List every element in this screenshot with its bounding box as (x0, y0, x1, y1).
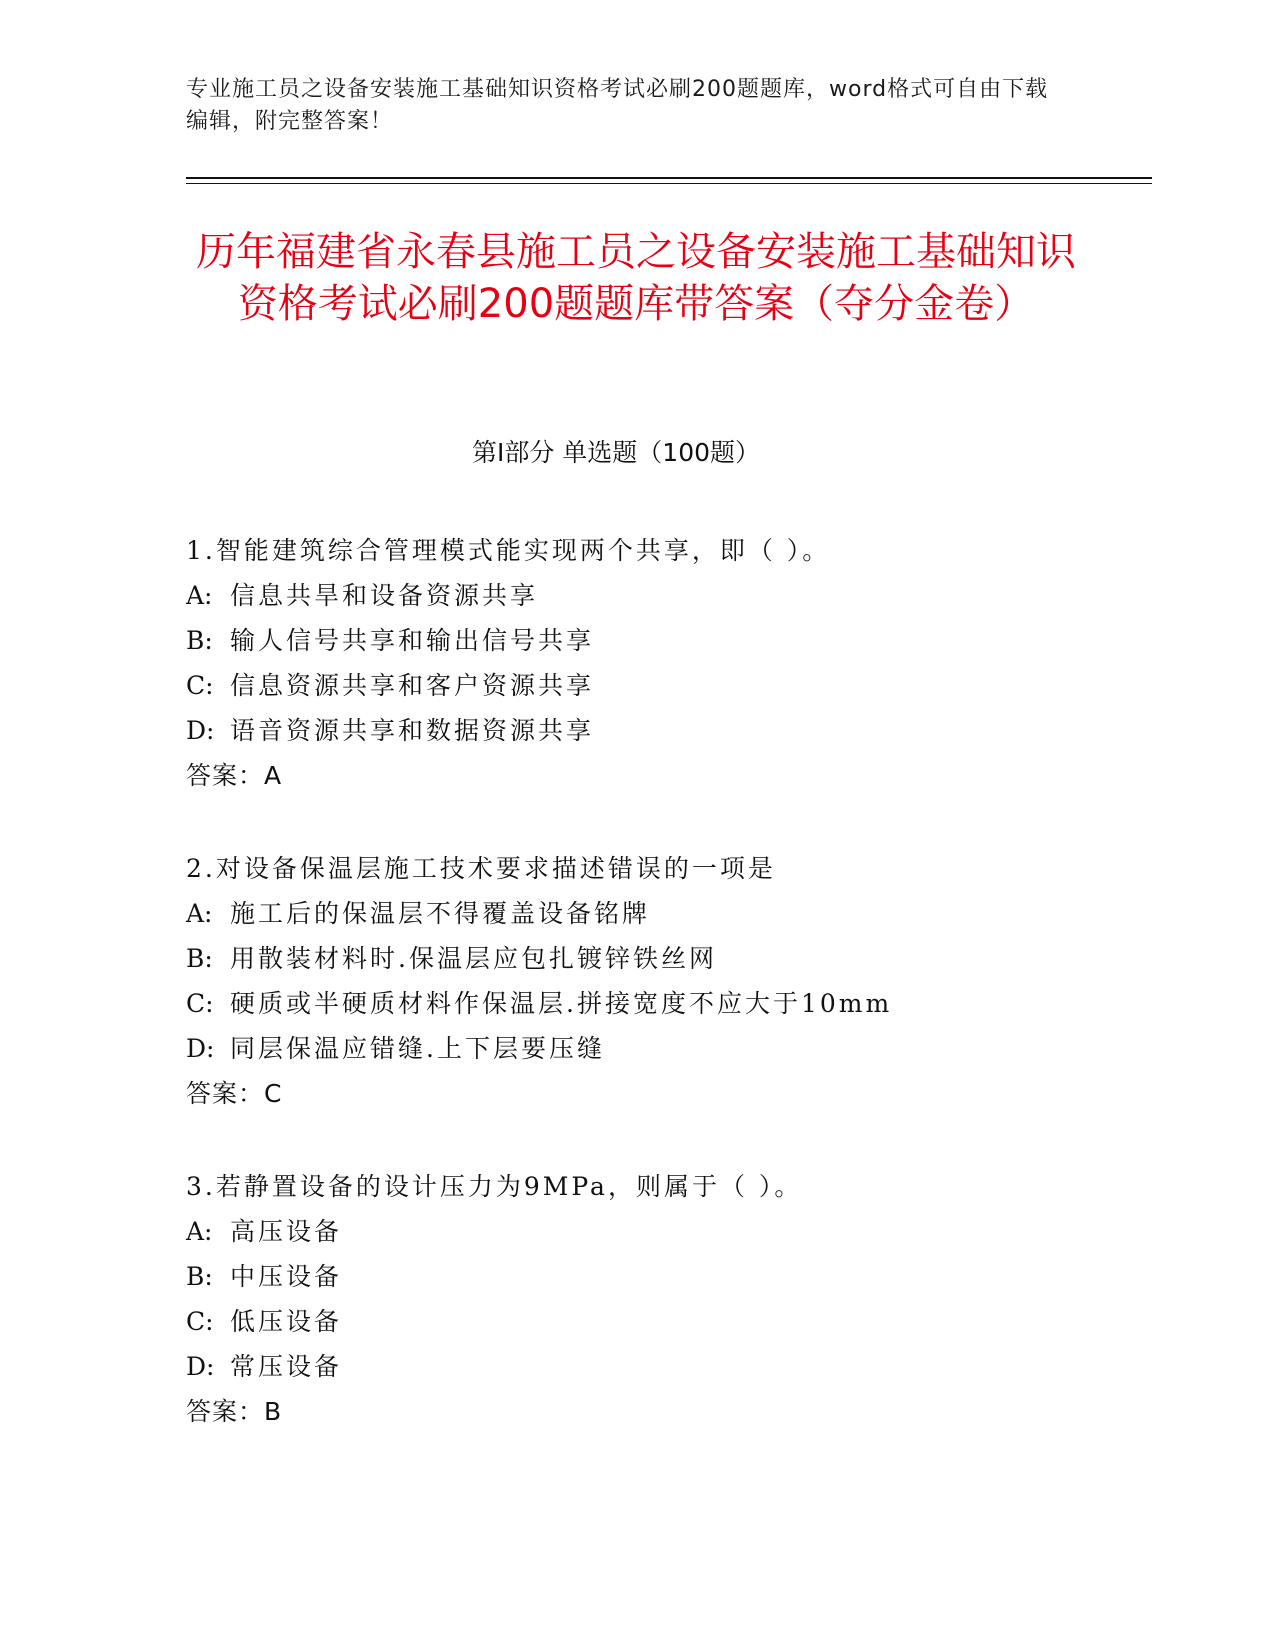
option-key: C: (186, 671, 214, 700)
option-text: 中压设备 (230, 1262, 343, 1291)
option-key: A: (186, 899, 213, 928)
option-key: A: (186, 1217, 213, 1246)
answer-value: A (264, 761, 282, 790)
option-text: 信息共旱和设备资源共享 (230, 581, 539, 610)
answer-label: 答案： (186, 1079, 265, 1108)
question-stem: 1.智能建筑综合管理模式能实现两个共享，即（ ）。 (186, 536, 831, 565)
option-key: B: (186, 1262, 213, 1291)
header-note: 专业施工员之设备安装施工基础知识资格考试必刷200题题库，word格式可自由下载编辑，附完整答案！ (186, 77, 1049, 134)
answer-line (186, 1071, 1186, 1116)
option-a (186, 1209, 1186, 1254)
option-text: 用散装材料时.保温层应包扎镀锌铁丝网 (230, 944, 717, 973)
question-stem: 3.若静置设备的设计压力为9MPa，则属于（ ）。 (186, 1172, 803, 1201)
option-c (186, 981, 1186, 1026)
question-stem: 2.对设备保温层施工技术要求描述错误的一项是 (186, 854, 776, 883)
option-text: 同层保温应错缝.上下层要压缝 (230, 1034, 605, 1063)
option-b (186, 1254, 1186, 1299)
option-key: B: (186, 944, 213, 973)
answer-line (186, 753, 1186, 798)
option-a (186, 891, 1186, 936)
option-key: D: (186, 1352, 215, 1381)
answer-label: 答案： (186, 761, 265, 790)
header-rule-thick (186, 177, 1152, 179)
option-key: A: (186, 581, 213, 610)
question-3 (186, 1164, 1186, 1434)
answer-value: B (264, 1397, 282, 1426)
document-title: 历年福建省永春县施工员之设备安装施工基础知识资格考试必刷200题题库带答案（夺分金卷） (196, 229, 1076, 327)
option-d (186, 1344, 1186, 1389)
option-text: 高压设备 (230, 1217, 343, 1246)
question-2 (186, 846, 1186, 1116)
section-title: 第Ⅰ部分 单选题（100题） (471, 438, 761, 467)
option-key: D: (186, 716, 215, 745)
option-text: 硬质或半硬质材料作保温层.拼接宽度不应大于10mm (230, 989, 893, 1018)
option-d (186, 1026, 1186, 1071)
answer-line (186, 1389, 1186, 1434)
option-d (186, 708, 1186, 753)
option-c (186, 1299, 1186, 1344)
option-b (186, 936, 1186, 981)
option-text: 施工后的保温层不得覆盖设备铭牌 (230, 899, 651, 928)
option-key: C: (186, 1307, 214, 1336)
option-key: C: (186, 989, 214, 1018)
option-b (186, 618, 1186, 663)
option-key: B: (186, 626, 213, 655)
answer-value: C (264, 1079, 282, 1108)
option-a (186, 573, 1186, 618)
option-text: 低压设备 (230, 1307, 343, 1336)
option-key: D: (186, 1034, 215, 1063)
option-c (186, 663, 1186, 708)
option-text: 输人信号共享和输出信号共享 (230, 626, 595, 655)
header-rule-thin (186, 183, 1152, 184)
answer-label: 答案： (186, 1397, 265, 1426)
question-1 (186, 528, 1186, 798)
option-text: 信息资源共享和客户资源共享 (230, 671, 595, 700)
option-text: 语音资源共享和数据资源共享 (230, 716, 595, 745)
option-text: 常压设备 (230, 1352, 343, 1381)
